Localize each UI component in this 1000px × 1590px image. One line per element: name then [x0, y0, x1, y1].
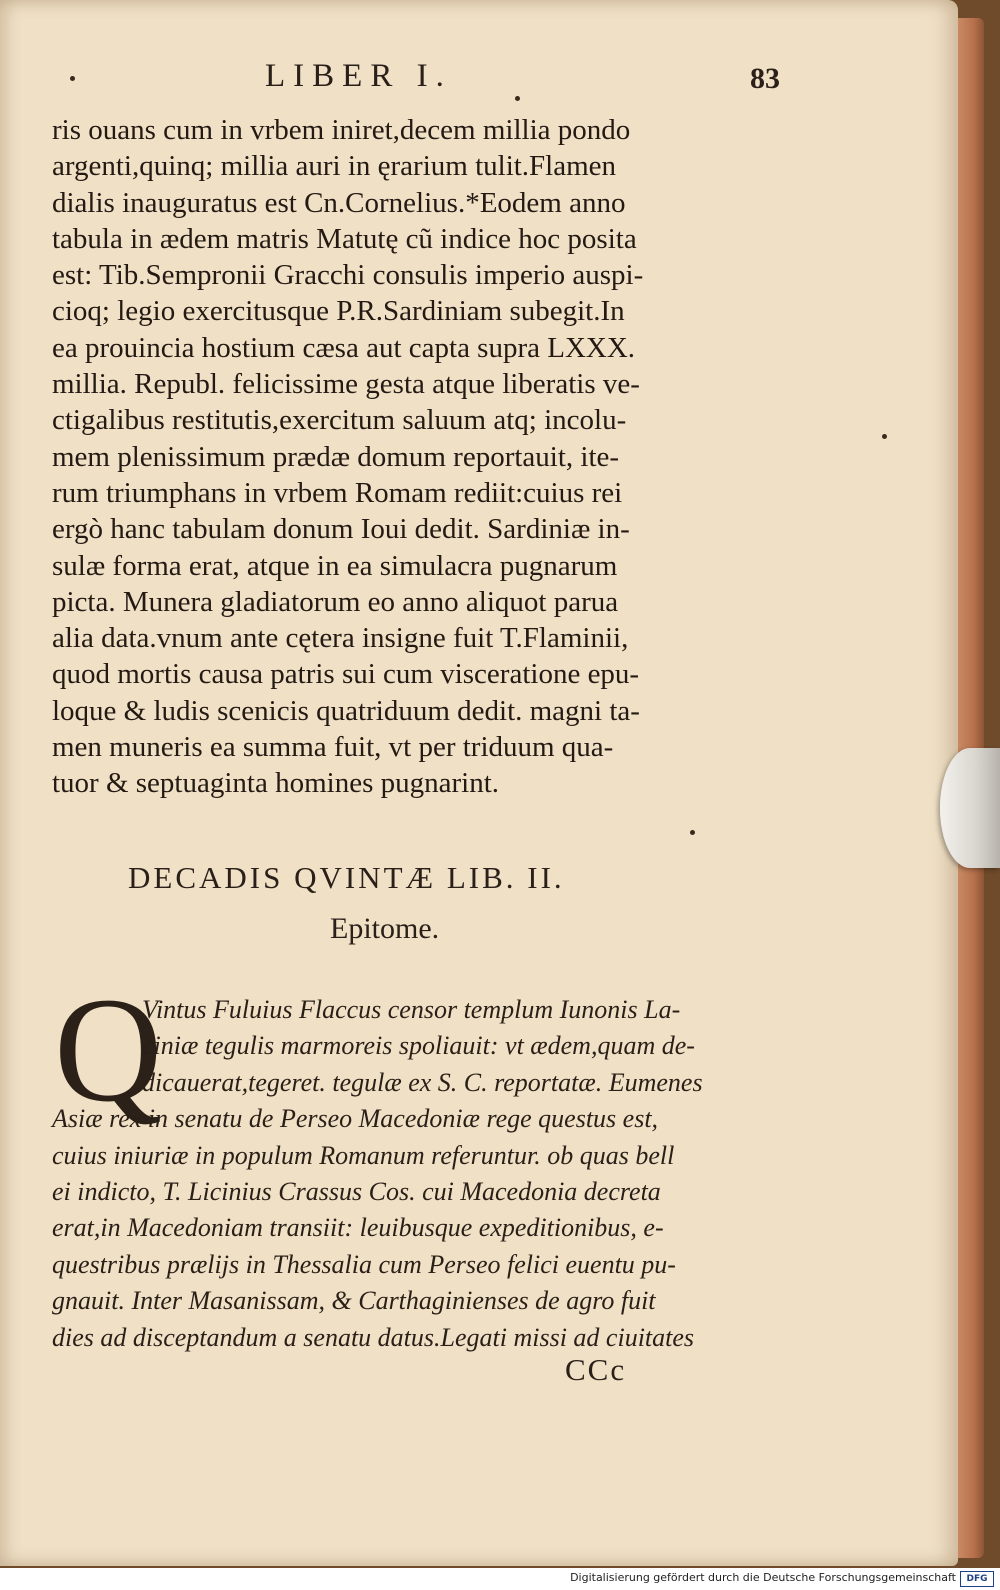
text-line: sulæ forma erat, atque in ea simulacra pugnarum — [52, 549, 618, 582]
epitome-line: cuius iniuriæ in populum Romanum referuntur. ob quas bell — [52, 1140, 675, 1170]
epitome-line: gnauit. Inter Masanissam, & Carthaginienses de agro fuit — [52, 1286, 656, 1316]
text-line: alia data.vnum ante cętera insigne fuit T.Flaminii, — [52, 622, 629, 655]
text-line: ea prouincia hostium cæsa aut capta supra LXXX. — [52, 331, 636, 364]
drop-cap-initial: Q — [54, 967, 163, 1133]
ink-spot — [690, 830, 695, 835]
epitome-line: questribus prælijs in Thessalia cum Perseo felici euentu pu- — [52, 1249, 676, 1279]
text-line: mem plenissimum prædæ domum reportauit, ite- — [52, 440, 620, 473]
text-line: picta. Munera gladiatorum eo anno aliquot parua — [52, 585, 619, 618]
epitome-line: erat,in Macedoniam transiit: leuibusque expeditionibus, e- — [52, 1213, 664, 1243]
epitome-text — [52, 992, 812, 1356]
text-line: ris ouans cum in vrbem iniret,decem millia pondo — [52, 114, 631, 146]
epitome-line: Vintus Fuluius Flaccus censor templum Iunonis La- — [142, 995, 681, 1024]
ink-spot — [882, 434, 887, 439]
text-line: ergò hanc tabulam donum Ioui dedit. Sardiniæ in- — [52, 513, 630, 546]
running-title: LIBER I. — [265, 58, 452, 94]
text-line: tuor & septuaginta homines pugnarint. — [52, 767, 500, 800]
page-clip — [940, 748, 1000, 868]
footer-bar — [0, 1568, 1000, 1590]
funding-credit: Digitalisierung gefördert durch die Deutsche Forschungsgemeinschaft — [570, 1571, 956, 1584]
text-line: cioq; legio exercitusque P.R.Sardiniam subegit.In — [52, 295, 625, 328]
text-line: quod mortis causa patris sui cum visceratione epu- — [52, 658, 640, 691]
dfg-logo-icon: DFG — [960, 1571, 994, 1587]
text-line: men muneris ea summa fuit, vt per triduum qua- — [52, 731, 614, 764]
text-line: argenti,quinq; millia auri in ęrarium tulit.Flamen — [52, 150, 617, 183]
text-line: loque & ludis scenicis quatriduum dedit. magni ta- — [52, 694, 640, 727]
text-line: tabula in ædem matris Matutę cũ indice hoc posita — [52, 222, 637, 255]
folio-number: 83 — [750, 62, 780, 95]
text-line: dialis inauguratus est Cn.Cornelius.*Eodem anno — [52, 186, 626, 219]
signature-mark: CCc — [565, 1352, 627, 1387]
text-line: rum triumphans in vrbem Romam rediit:cuius rei — [52, 476, 623, 509]
body-text — [52, 112, 822, 802]
epitome-line: dicauerat,tegeret. tegulæ ex S. C. reportatæ. Eumenes — [142, 1067, 703, 1097]
epitome-line: ei indicto, T. Licinius Crassus Cos. cui Macedonia decreta — [52, 1176, 661, 1206]
text-line: millia. Republ. felicissime gesta atque liberatis ve- — [52, 368, 640, 401]
epitome-line: ciniæ tegulis marmoreis spoliauit: vt ædem,quam de- — [142, 1031, 695, 1061]
page-header — [60, 58, 820, 98]
epitome-line: dies ad disceptandum a senatu datus.Legati missi ad ciuitates — [52, 1322, 695, 1352]
text-line: ctigalibus restitutis,exercitum saluum atq; incolu- — [52, 404, 627, 437]
epitome-line: Asiæ rex in senatu de Perseo Macedoniæ rege questus est, — [52, 1104, 659, 1134]
section-heading: DECADIS QVINTÆ LIB. II. — [128, 860, 565, 895]
epitome-label: Epitome. — [330, 912, 440, 945]
text-line: est: Tib.Sempronii Gracchi consulis imperio auspi- — [52, 259, 644, 292]
